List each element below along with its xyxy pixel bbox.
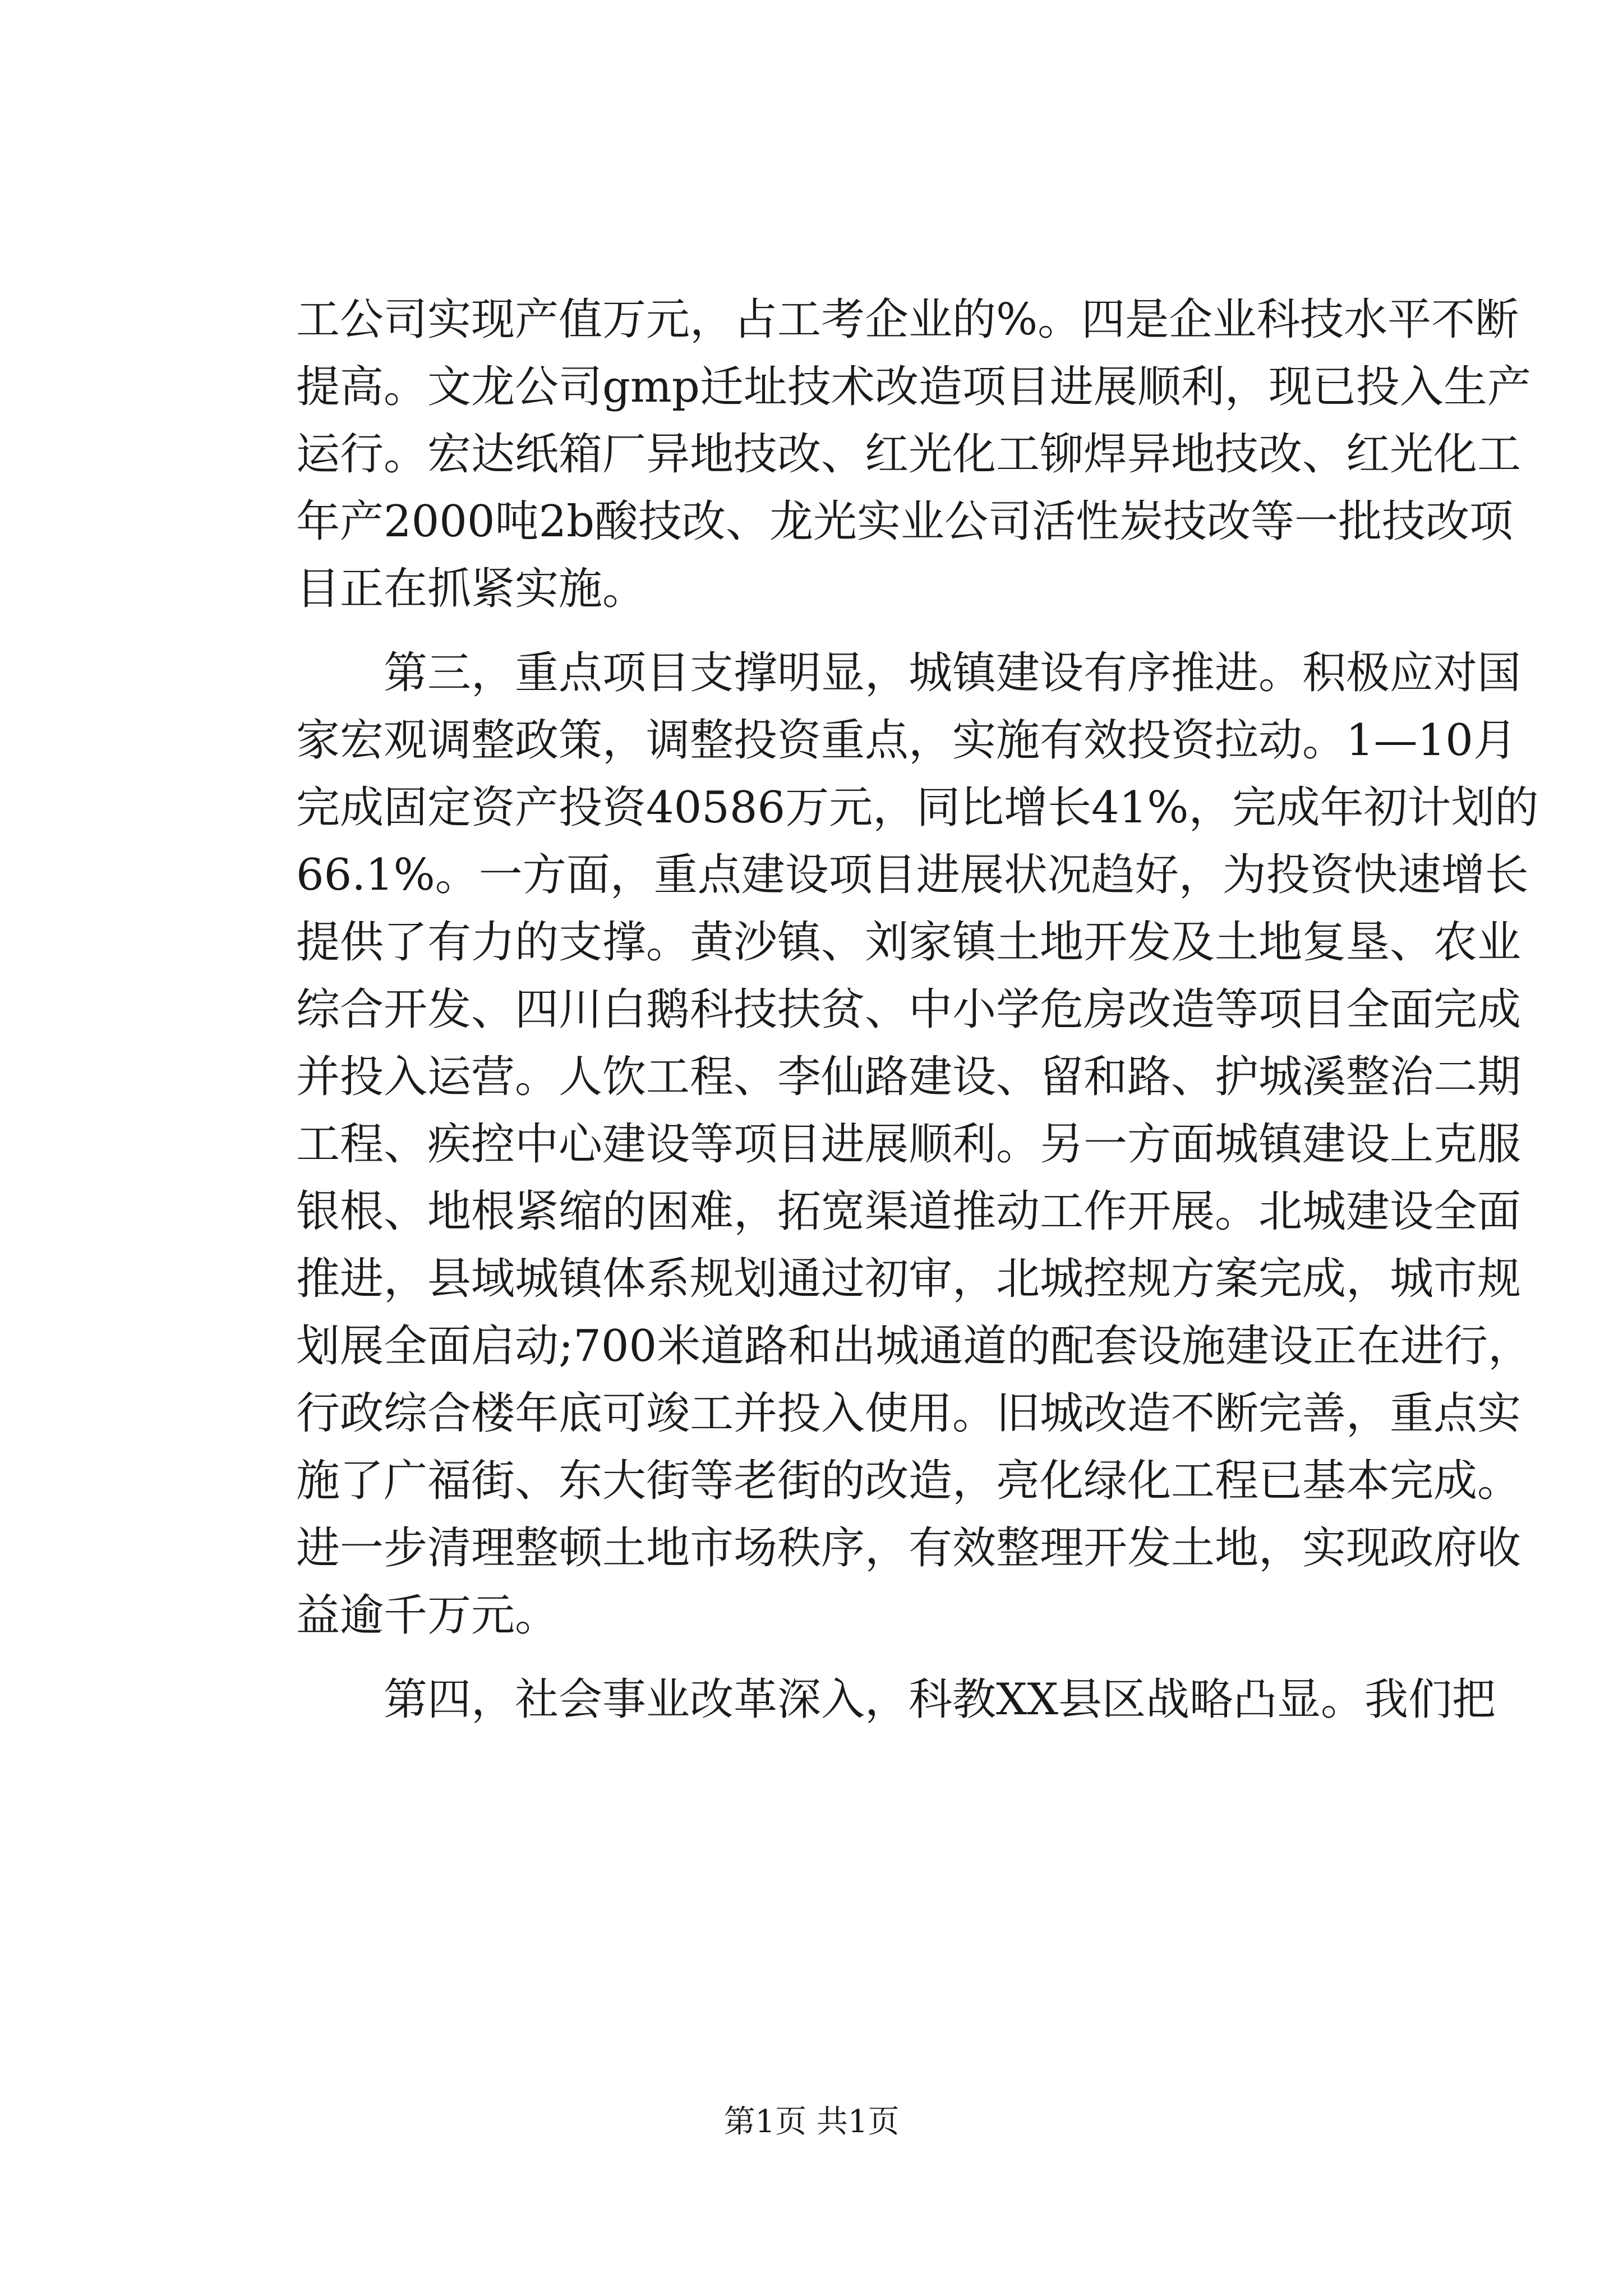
paragraph-1: [296, 286, 1531, 623]
text-line: 运行。宏达纸箱厂异地技改、红光化工铆焊异地技改、红光化工: [296, 429, 1521, 480]
paragraph-gap: [296, 1649, 1423, 1666]
text-line: 划展全面启动;700米道路和出城通道的配套设施建设正在进行，: [296, 1321, 1532, 1372]
text-line: 施了广福街、东大街等老街的改造，亮化绿化工程已基本完成。: [296, 1456, 1521, 1506]
text-line: 进一步清理整顿土地市场秩序，有效整理开发土地，实现政府收: [296, 1523, 1521, 1573]
text-line: 提高。文龙公司gmp迁址技术改造项目进展顺利，现已投入生产: [296, 362, 1531, 412]
text-line: 工程、疾控中心建设等项目进展顺利。另一方面城镇建设上克服: [296, 1119, 1521, 1170]
text-line: 工公司实现产值万元，占工考企业的%。四是企业科技水平不断: [296, 295, 1519, 345]
document-body: [296, 286, 1539, 1733]
text-line: 66.1%。一方面，重点建设项目进展状况趋好，为投资快速增长: [296, 850, 1529, 900]
text-line: 并投入运营。人饮工程、李仙路建设、留和路、护城溪整治二期: [296, 1052, 1521, 1102]
text-line: 第四，社会事业改革深入，科教XX县区战略凸显。我们把: [384, 1674, 1496, 1725]
text-line: 第三，重点项目支撑明显，城镇建设有序推进。积极应对国: [384, 648, 1521, 698]
text-line: 综合开发、四川白鹅科技扶贫、中小学危房改造等项目全面完成: [296, 984, 1521, 1035]
paragraph-3: [296, 1666, 1496, 1733]
text-line: 益逾千万元。: [296, 1590, 559, 1641]
text-line: 家宏观调整政策，调整投资重点，实施有效投资拉动。1—10月: [296, 715, 1517, 766]
page-footer: [0, 2102, 1623, 2142]
page-number-label: 第1页 共1页: [723, 2104, 900, 2140]
paragraph-gap: [296, 623, 1423, 639]
text-line: 行政综合楼年底可竣工并投入使用。旧城改造不断完善，重点实: [296, 1388, 1521, 1439]
paragraph-2: [296, 639, 1539, 1649]
text-line: 提供了有力的支撑。黄沙镇、刘家镇土地开发及土地复垦、农业: [296, 917, 1521, 968]
text-line: 年产2000吨2b酸技改、龙光实业公司活性炭技改等一批技改项: [296, 496, 1514, 547]
text-line: 推进，县域城镇体系规划通过初审，北城控规方案完成，城市规: [296, 1254, 1521, 1304]
text-line: 完成固定资产投资40586万元，同比增长41%，完成年初计划的: [296, 783, 1539, 833]
text-line: 银根、地根紧缩的困难，拓宽渠道推动工作开展。北城建设全面: [296, 1186, 1521, 1237]
text-line: 目正在抓紧实施。: [296, 564, 647, 614]
